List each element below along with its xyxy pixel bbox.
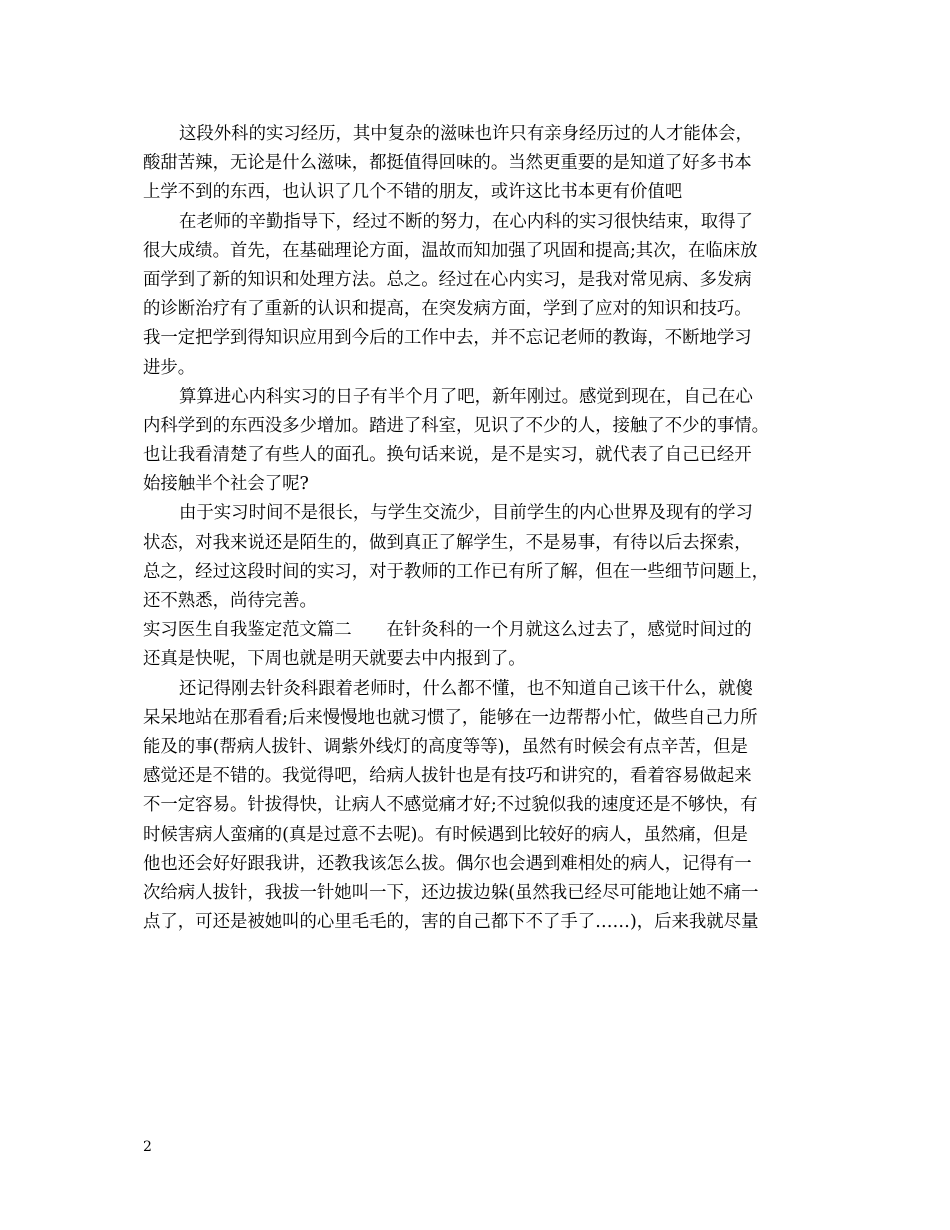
text-line: 始接触半个社会了呢? xyxy=(143,474,309,495)
text-line: 还记得刚去针灸科跟着老师时，什么都不懂，也不知道自己该干什么，就傻 xyxy=(179,678,753,699)
text-line: 点了，可还是被她叫的心里毛毛的，害的自己都下不了手了……)，后来我就尽量 xyxy=(143,912,759,933)
text-line: 上学不到的东西，也认识了几个不错的朋友，或许这比书本更有价值吧 xyxy=(143,182,683,203)
text-line: 感觉还是不错的。我觉得吧，给病人拔针也是有技巧和讲究的，看着容易做起来 xyxy=(143,766,752,787)
text-line: 他也还会好好跟我讲，还教我该怎么拔。偶尔也会遇到难相处的病人，记得有一 xyxy=(143,853,752,874)
text-line: 还不熟悉，尚待完善。 xyxy=(143,591,317,611)
text-line: 很大成绩。首先，在基础理论方面，温故而知加强了巩固和提高;其次，在临床放 xyxy=(143,240,758,261)
text-line: 次给病人拔针，我拔一针她叫一下，还边拔边躲(虽然我已经尽可能地让她不痛一 xyxy=(143,882,759,903)
text-line: 能及的事(帮病人拔针、调紫外线灯的高度等等)，虽然有时候会有点辛苦，但是 xyxy=(143,736,748,757)
text-line: 我一定把学到得知识应用到今后的工作中去，并不忘记老师的教诲，不断地学习 xyxy=(143,328,752,349)
text-line: 也让我看清楚了有些人的面孔。换句话来说，是不是实习，就代表了自己已经开 xyxy=(143,445,752,466)
text-line: 进步。 xyxy=(143,357,196,378)
text-line: 呆呆地站在那看看;后来慢慢地也就习惯了，能够在一边帮帮小忙，做些自己力所 xyxy=(143,707,758,728)
text-line: 由于实习时间不是很长，与学生交流少，目前学生的内心世界及现有的学习 xyxy=(179,503,753,524)
text-line: 内科学到的东西没多少增加。踏进了科室，见识了不少的人，接触了不少的事情。 xyxy=(143,415,770,436)
text-line: 酸甜苦辣，无论是什么滋味，都挺值得回味的。当然更重要的是知道了好多书本 xyxy=(143,153,752,174)
text-line: 状态，对我来说还是陌生的，做到真正了解学生，不是易事，有待以后去探索， xyxy=(143,532,752,553)
section-heading-line: 实习医生自我鉴定范文篇二 在针灸科的一个月就这么过去了，感觉时间过的 xyxy=(143,620,752,641)
text-line: 时候害病人蛮痛的(真是过意不去呢)。有时候遇到比较好的病人，虽然痛，但是 xyxy=(143,824,748,845)
text-line: 还真是快呢，下周也就是明天就要去中内报到了。 xyxy=(143,649,526,670)
body-text xyxy=(143,120,813,937)
text-line: 算算进心内科实习的日子有半个月了吧，新年刚过。感觉到现在，自己在心 xyxy=(179,386,753,407)
text-line: 这段外科的实习经历，其中复杂的滋味也许只有亲身经历过的人才能体会， xyxy=(179,124,753,144)
text-line: 总之，经过这段时间的实习，对于教师的工作已有所了解，但在一些细节问题上， xyxy=(143,561,770,582)
text-line: 的诊断治疗有了重新的认识和提高，在突发病方面，学到了应对的知识和技巧。 xyxy=(143,299,752,320)
text-line: 面学到了新的知识和处理方法。总之。经过在心内实习，是我对常见病、多发病 xyxy=(143,269,752,290)
page-number: 2 xyxy=(143,1139,152,1155)
text-line: 在老师的辛勤指导下，经过不断的努力，在心内科的实习很快结束，取得了 xyxy=(179,211,753,232)
text-line: 不一定容易。针拔得快，让病人不感觉痛才好;不过貌似我的速度还是不够快，有 xyxy=(143,795,758,816)
